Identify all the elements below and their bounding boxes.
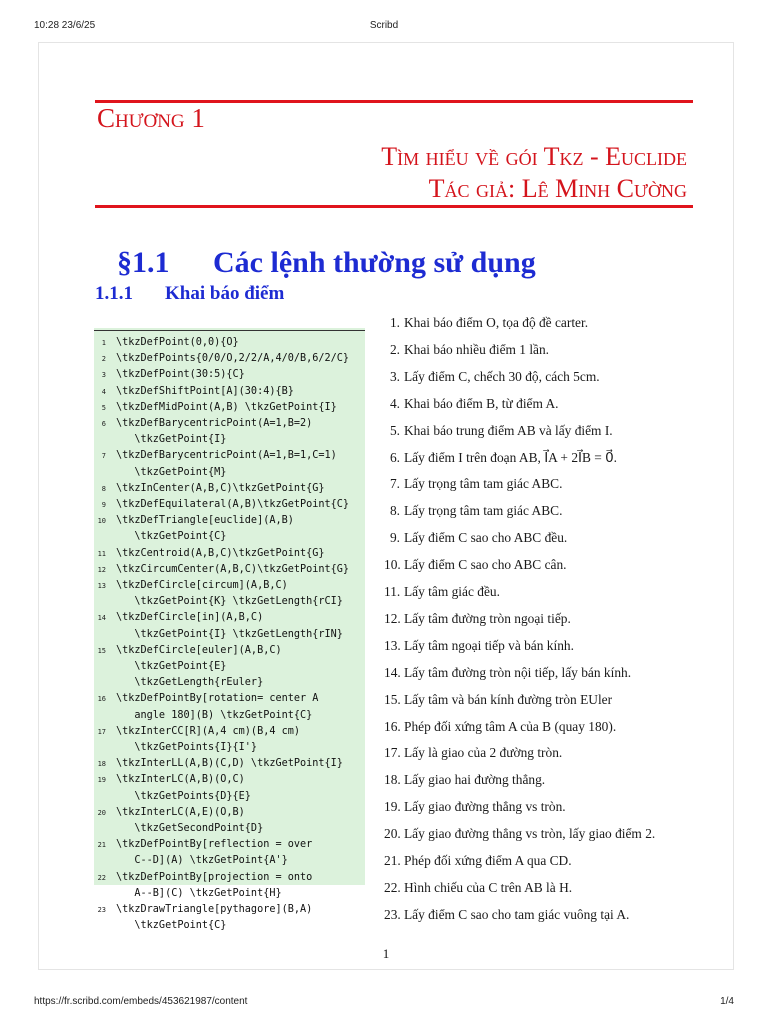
description-item [384,582,724,602]
code-line [94,335,414,351]
code-line [94,756,414,772]
code-line-number: 13 [97,582,106,590]
code-line-number: 5 [101,403,106,412]
code-line [94,708,414,724]
code-listing-rule [94,330,365,331]
description-item [384,663,724,683]
code-line-text: \tkzDefCircle[in](A,B,C) [116,612,264,624]
description-item [384,770,724,790]
code-line [94,384,414,400]
description-text: Lấy trọng tâm tam giác ABC. [404,476,563,492]
description-number: 14. [384,664,401,680]
code-line-number: 2 [101,355,106,364]
code-line [94,724,414,740]
code-line-text: \tkzGetPoint{I} \tkzGetLength{rIN} [116,628,343,640]
code-line-text: \tkzGetPoint{K} \tkzGetLength{rCI} [116,596,343,608]
code-line [94,481,414,497]
code-line-text: \tkzInterCC[R](A,4 cm)(B,4 cm) [116,725,301,737]
code-line [94,902,414,918]
description-number: 11. [384,584,401,599]
code-line-text: \tkzDrawTriangle[pythagore](B,A) [116,904,313,915]
code-line-number: 7 [101,452,106,461]
description-item [384,609,724,629]
description-text: Lấy tâm giác đều. [404,584,500,599]
code-line-number: 1 [101,339,106,347]
code-line-text: \tkzInCenter(A,B,C)\tkzGetPoint{G} [116,482,325,494]
description-text: Khai báo trung điểm AB và lấy điểm I. [404,422,613,438]
description-text: Lấy điểm C sao cho tam giác vuông tại A. [404,906,630,922]
code-line [94,853,414,869]
description-item [384,824,724,844]
code-line-number: 18 [97,760,106,769]
description-number: 5. [389,422,400,438]
description-item [384,743,724,763]
code-line-number: 19 [97,776,106,785]
code-line-text: \tkzDefShiftPoint[A](30:4){B} [116,385,294,397]
code-line-text: \tkzDefCircle[circum](A,B,C) [116,580,288,591]
code-line-text: \tkzDefEquilateral(A,B)\tkzGetPoint{C} [116,499,350,510]
section-title: Các lệnh thường sử dụng [213,246,536,279]
description-text: Khai báo điểm O, tọa độ đề carter. [404,315,589,330]
code-line-text: \tkzDefTriangle[euclide](A,B) [116,515,294,527]
code-line-text: \tkzGetPoint{C} [116,920,227,932]
description-text: Lấy giao đường thẳng vs tròn, lấy giao điểm 2. [404,826,656,842]
code-line [94,432,414,448]
code-line-number: 15 [97,646,106,655]
description-item [384,448,724,468]
subsection-number: 1.1.1 [95,283,133,304]
description-text: Lấy điểm C sao cho ABC đều. [404,530,568,546]
code-line-text: \tkzDefPoints{0/0/O,2/2/A,4/0/B,6/2/C} [116,353,350,365]
code-line [94,821,414,837]
code-line-number: 17 [97,727,106,736]
print-datetime: 10:28 23/6/25 [34,20,96,31]
code-line [94,886,414,902]
description-item [384,717,724,737]
description-item [384,878,724,898]
code-line-number: 4 [101,387,106,396]
code-line-number: 14 [97,614,106,623]
description-number: 18. [384,772,401,788]
description-number: 7. [389,476,400,492]
description-text: Khai báo nhiều điểm 1 lần. [404,341,550,357]
description-item [384,394,724,414]
chapter-title-line2: Tác giả: Lê Minh Cường [428,174,687,203]
code-line-text: \tkzGetPoint{M} [116,466,227,478]
code-line [94,578,414,594]
code-listing [94,328,365,932]
code-line [94,789,414,805]
description-number: 3. [389,368,400,384]
code-line-text: \tkzGetPoints{I}{I'} [116,742,258,753]
code-line-text: \tkzDefPoint(30:5){C} [116,369,245,381]
code-line [94,562,414,578]
subsection-title: Khai báo điểm [165,283,285,304]
code-line [94,529,414,545]
code-line-text: \tkzGetPoint{C} [116,531,227,543]
description-number: 10. [384,557,401,573]
code-line [94,465,414,481]
code-line-number: 23 [97,906,106,914]
description-number: 1. [389,315,400,330]
code-line [94,546,414,562]
code-line-number: 9 [101,501,106,509]
code-line-text: \tkzGetLength{rEuler} [116,677,264,689]
description-item [384,555,724,575]
browser-footer [0,990,768,1010]
description-text: Phép đối xứng tâm A của B (quay 180). [404,718,617,734]
description-number: 20. [384,826,401,842]
description-text: Hình chiếu của C trên AB là H. [404,879,573,895]
code-line-text: \tkzDefPointBy[reflection = over [116,839,313,851]
description-number: 23. [384,906,401,922]
code-line-number: 3 [101,371,106,380]
subsection-heading [95,283,284,305]
description-text: Lấy điểm C, chếch 30 độ, cách 5cm. [404,368,600,384]
code-line [94,805,414,821]
description-item [384,421,724,441]
code-line-text: \tkzDefPointBy[projection = onto [116,871,313,883]
code-line [94,448,414,464]
code-line [94,513,414,529]
code-line [94,918,414,934]
description-text: Lấy là giao của 2 đường tròn. [404,745,563,761]
description-text: Phép đối xứng điểm A qua CD. [404,853,572,868]
code-line-text: \tkzInterLC(A,B)(O,C) [116,774,245,786]
code-line [94,610,414,626]
code-line-number: 20 [97,808,106,817]
description-number: 15. [384,691,401,707]
description-text: Lấy điểm I trên đoạn AB, I⃗A + 2I⃗B = 0⃗. [404,449,618,465]
description-text: Khai báo điểm B, từ điểm A. [404,395,559,411]
description-text: Lấy giao hai đường thẳng. [404,772,546,788]
code-line [94,659,414,675]
code-line-number: 10 [97,517,106,526]
description-number: 2. [389,341,400,357]
code-line-text: \tkzDefMidPoint(A,B) \tkzGetPoint{I} [116,401,337,413]
description-number: 8. [389,503,400,519]
description-text: Lấy trọng tâm tam giác ABC. [404,503,563,519]
code-line-text: \tkzCircumCenter(A,B,C)\tkzGetPoint{G} [116,563,350,575]
description-number: 6. [389,449,400,465]
code-line-text: \tkzDefBarycentricPoint(A=1,B=2) [116,418,313,429]
code-line [94,870,414,886]
description-number: 21. [384,853,401,868]
description-item [384,340,724,360]
description-number: 9. [389,530,400,546]
document-page [38,42,734,970]
code-line [94,675,414,691]
description-text: Lấy tâm đường tròn ngoại tiếp. [404,610,571,626]
code-line-number: 16 [97,695,106,704]
code-line-text: A--B](C) \tkzGetPoint{H} [116,887,282,899]
description-item [384,905,724,925]
code-line-text: \tkzGetPoint{I} [116,434,227,446]
chapter-bottom-rule [95,205,693,208]
code-line [94,837,414,853]
code-line-text: angle 180](B) \tkzGetPoint{C} [116,709,313,721]
code-line-text: \tkzCentroid(A,B,C)\tkzGetPoint{G} [116,547,325,559]
code-line-number: 6 [101,420,106,428]
code-line [94,594,414,610]
page-title: Scribd [369,20,399,31]
code-line-text: \tkzGetPoint{E} [116,661,227,672]
code-line [94,351,414,367]
code-line-number: 8 [101,484,106,493]
code-line-text: \tkzDefBarycentricPoint(A=1,B=1,C=1) [116,450,337,462]
code-line-text: \tkzGetPoints{D}{E} [116,790,251,802]
description-text: Lấy tâm đường tròn nội tiếp, lấy bán kính. [404,664,632,680]
description-number: 17. [384,745,401,761]
description-number: 12. [384,610,401,626]
code-line-text: \tkzGetSecondPoint{D} [116,823,264,834]
code-line-text: \tkzInterLL(A,B)(C,D) \tkzGetPoint{I} [116,758,343,770]
code-line [94,643,414,659]
code-line-number: 21 [97,841,106,850]
code-line-text: \tkzDefCircle[euler](A,B,C) [116,644,282,656]
code-line [94,691,414,707]
code-line [94,497,414,513]
description-item [384,528,724,548]
description-text: Lấy giao đường thẳng vs tròn. [404,799,566,815]
description-text: Lấy điểm C sao cho ABC cân. [404,557,567,573]
description-number: 16. [384,718,401,734]
description-item [384,851,724,871]
section-heading [117,246,536,280]
code-line-number: 22 [97,873,106,882]
browser-header [0,0,768,44]
description-text: Lấy tâm ngoại tiếp và bán kính. [404,637,574,653]
code-line [94,416,414,432]
page-indicator: 1/4 [720,996,734,1007]
code-line [94,400,414,416]
page-number: 1 [382,946,390,961]
description-number: 4. [389,395,400,411]
code-line-text: \tkzInterLC(A,E)(O,B) [116,806,245,818]
description-item [384,797,724,817]
section-number: §1.1 [117,246,170,279]
description-number: 19. [384,799,401,815]
description-text: Lấy tâm và bán kính đường tròn EUler [404,691,613,707]
chapter-title-line1: Tìm hiểu về gói Tkz - Euclide [381,142,687,171]
description-number: 22. [384,879,401,895]
description-item [384,367,724,387]
code-line [94,627,414,643]
code-line [94,367,414,383]
description-item [384,501,724,521]
description-number: 13. [384,637,401,653]
code-line-number: 11 [97,549,106,558]
code-line [94,740,414,756]
description-item [384,690,724,710]
code-line-text: \tkzDefPoint(0,0){O} [116,337,239,348]
chapter-label: Chương 1 [97,103,205,133]
description-item [384,313,724,333]
description-item [384,474,724,494]
code-line [94,772,414,788]
page-url: https://fr.scribd.com/embeds/453621987/content [34,996,248,1007]
code-line-text: \tkzDefPointBy[rotation= center A [116,693,319,705]
description-item [384,636,724,656]
code-line-text: C--D](A) \tkzGetPoint{A'} [116,855,288,867]
code-line-number: 12 [97,565,106,574]
